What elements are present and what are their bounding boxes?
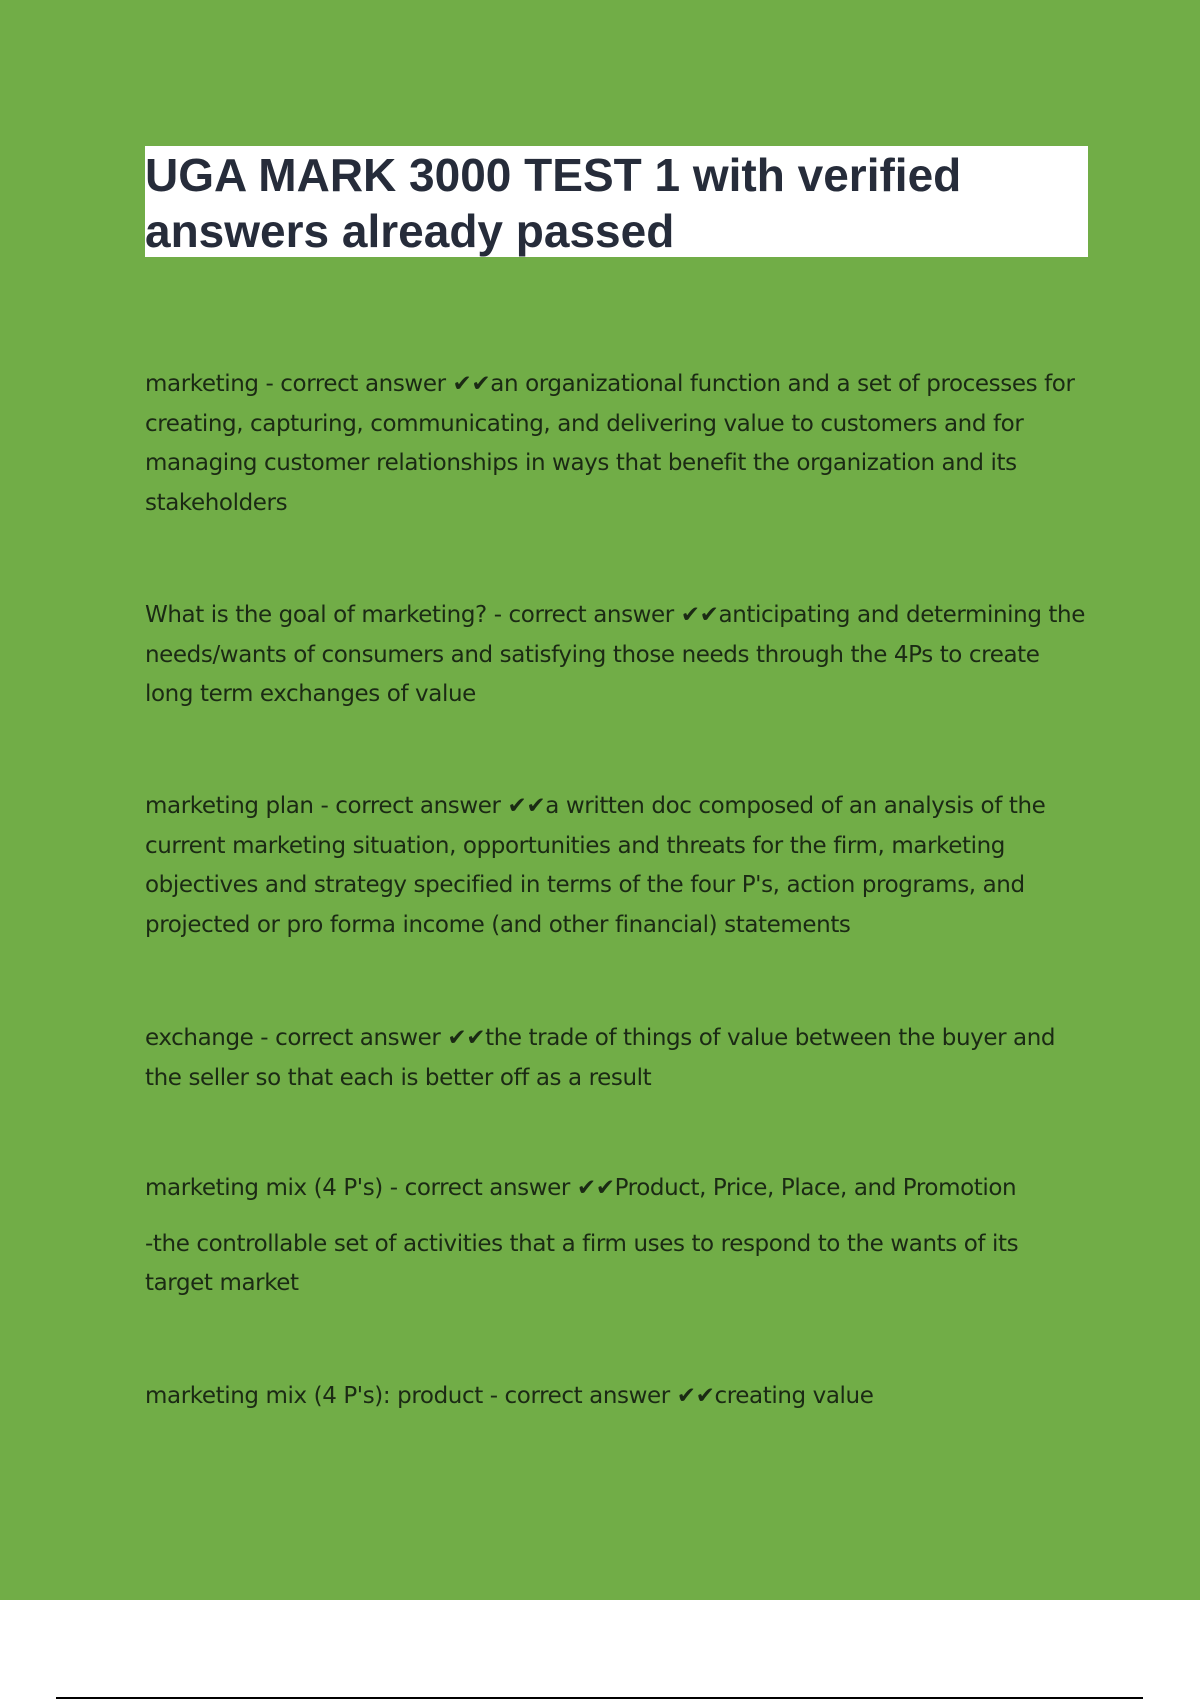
qa-entry-marketing-plan bbox=[145, 787, 1085, 945]
qa-entry-text: marketing plan - correct answer ✔✔a written doc composed of an analysis of the current marketing situation, opportunities and threats for the firm, marketing objectives and strategy specified in terms of the four P's, action programs, and projected or pro forma income (and other financial) statements bbox=[145, 793, 1046, 938]
qa-entry-text: What is the goal of marketing? - correct answer ✔✔anticipating and determining the needs/wants of consumers and satisfying those needs through the 4Ps to create long term exchanges of value bbox=[145, 602, 1085, 707]
title-box bbox=[145, 146, 1088, 257]
qa-entry-marketing bbox=[145, 365, 1085, 523]
qa-entry-continuation: -the controllable set of activities that a firm uses to respond to the wants of its target market bbox=[145, 1230, 1019, 1296]
footer-divider bbox=[56, 1697, 1143, 1699]
qa-entry-text: marketing mix (4 P's) - correct answer ✔✔Product, Price, Place, and Promotion bbox=[145, 1175, 1017, 1201]
qa-entry-goal-of-marketing bbox=[145, 596, 1085, 715]
qa-entry-marketing-mix-product bbox=[145, 1377, 1085, 1417]
qa-entry-text: marketing - correct answer ✔✔an organizational function and a set of processes for creating, capturing, communicating, and delivering value to customers and for managing customer relationships in ways that benefit the organization and its stakeholders bbox=[145, 371, 1075, 516]
qa-entry-text: marketing mix (4 P's): product - correct answer ✔✔creating value bbox=[145, 1383, 874, 1409]
document-title: UGA MARK 3000 TEST 1 with verified answers already passed bbox=[145, 149, 962, 257]
qa-entry-marketing-mix bbox=[145, 1169, 1085, 1304]
qa-entry-exchange bbox=[145, 1019, 1085, 1098]
qa-entry-text: exchange - correct answer ✔✔the trade of things of value between the buyer and the seller so that each is better off as a result bbox=[145, 1025, 1056, 1091]
